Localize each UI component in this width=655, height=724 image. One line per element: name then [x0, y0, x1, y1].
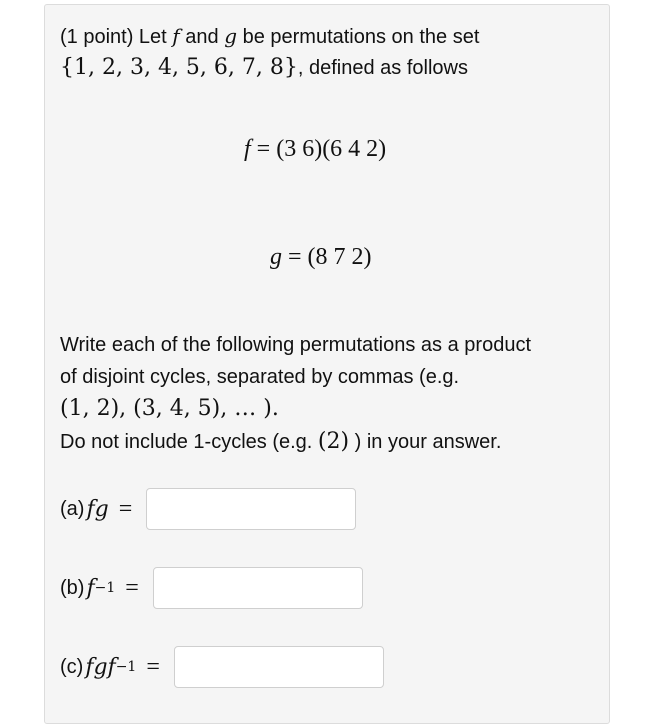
set-notation: {1, 2, 3, 4, 5, 6, 7, 8}: [60, 55, 298, 80]
intro-line-2: [60, 55, 468, 80]
answer-c-expr: fgf: [85, 654, 116, 680]
answer-b-label: (b): [60, 576, 85, 599]
answer-a-equals: =: [118, 495, 133, 522]
answer-row-b: [60, 567, 363, 609]
g-definition: [270, 244, 372, 271]
answer-row-a: [60, 488, 356, 530]
f-def-lhs: f: [244, 136, 251, 162]
intro-and: and: [185, 26, 219, 48]
intro-suffix: be permutations on the set: [242, 26, 480, 48]
g-def-rhs: = (8 7 2): [288, 244, 372, 270]
answer-c-sup: −1: [115, 659, 137, 675]
intro-f: f: [172, 24, 180, 48]
problem-panel: [44, 4, 610, 724]
intro-g: g: [224, 24, 238, 48]
answer-c-label: (c): [60, 655, 84, 678]
f-definition: [244, 136, 386, 163]
intro-defined: , defined as follows: [297, 57, 468, 79]
instr4-example: (2): [317, 429, 350, 454]
answer-a-input[interactable]: [146, 488, 356, 530]
answer-c-equals: =: [146, 653, 160, 680]
answer-a-label: (a): [60, 497, 85, 520]
answer-b-sup: −1: [94, 580, 116, 596]
answer-a-expr: fg: [86, 496, 109, 522]
instructions-example: (1, 2), (3, 4, 5), … ).: [60, 396, 279, 421]
intro-line-1: [60, 24, 479, 49]
f-def-rhs: = (3 6)(6 4 2): [256, 136, 387, 162]
answer-row-c: [60, 646, 384, 688]
instr4-suffix: ) in your answer.: [354, 431, 502, 453]
intro-prefix: (1 point) Let: [60, 26, 167, 48]
answer-b-expr: f: [86, 575, 95, 601]
g-def-lhs: g: [270, 244, 282, 270]
instructions-line-1: Write each of the following permutations as a product: [60, 334, 531, 356]
answer-b-equals: =: [125, 574, 139, 601]
instructions-line-4: [60, 429, 501, 454]
answer-c-input[interactable]: [174, 646, 384, 688]
instructions-line-2: of disjoint cycles, separated by commas (e.g.: [60, 366, 460, 388]
instr4-prefix: Do not include 1-cycles (e.g.: [60, 431, 313, 453]
answer-b-input[interactable]: [153, 567, 363, 609]
